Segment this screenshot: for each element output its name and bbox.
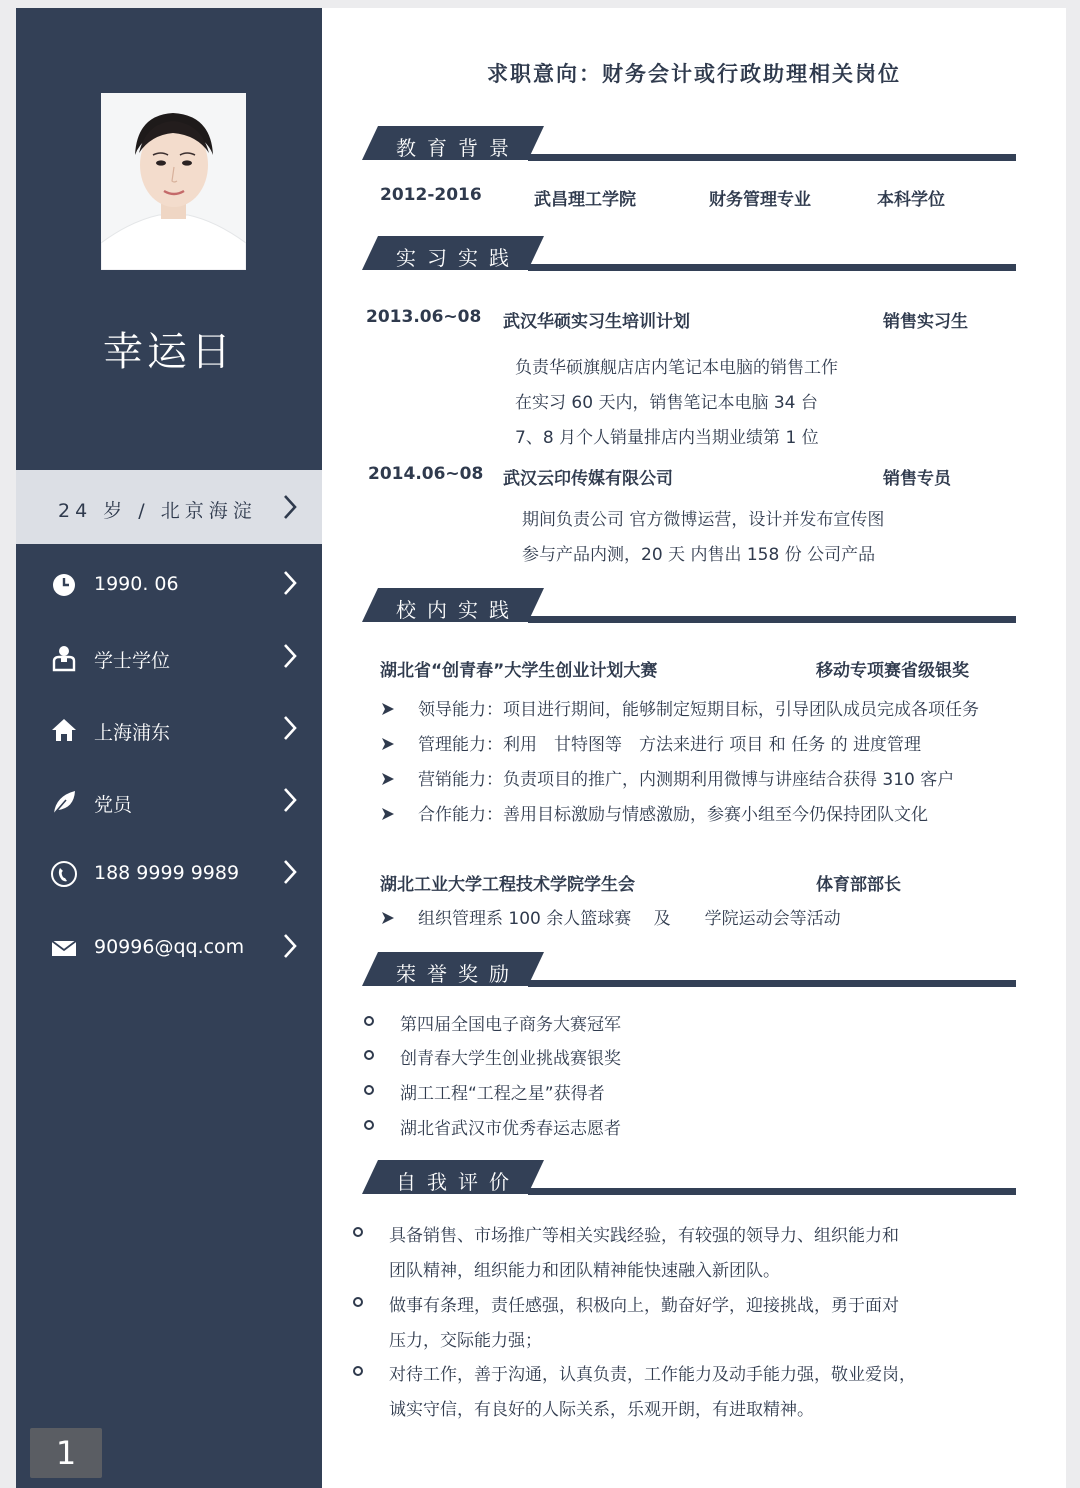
info-row-phone[interactable] xyxy=(16,854,322,894)
job-period: 2013.06~08 xyxy=(366,307,482,327)
campus-point: 组织管理系 100 余人篮球赛 及 学院运动会等活动 xyxy=(418,909,841,929)
job-role: 销售专员 xyxy=(883,469,951,489)
page-number: 1 xyxy=(30,1428,102,1478)
arrow-bullet-icon xyxy=(381,701,395,715)
chevron-right-icon[interactable] xyxy=(282,493,298,521)
person-icon xyxy=(50,644,78,672)
chevron-right-icon[interactable] xyxy=(282,569,298,597)
arrow-bullet-icon xyxy=(381,771,395,785)
info-label: 学士学位 xyxy=(94,650,171,672)
phone-icon xyxy=(50,860,78,888)
bullet-dot-icon xyxy=(353,1297,363,1307)
section-title: 教育背景 xyxy=(396,136,520,160)
sidebar xyxy=(16,8,322,1488)
info-label: 90996@qq.com xyxy=(94,936,245,958)
job-detail: 参与产品内测，20 天 内售出 158 份 公司产品 xyxy=(522,545,876,565)
education-years: 2012-2016 xyxy=(380,185,482,205)
section-title: 自我评价 xyxy=(396,1170,520,1194)
self-eval-line: 诚实守信，有良好的人际关系，乐观开朗，有进取精神。 xyxy=(389,1400,814,1420)
info-row-degree[interactable] xyxy=(16,638,322,678)
campus-point: 营销能力：负责项目的推广，内测期利用微博与讲座结合获得 310 客户 xyxy=(418,770,955,790)
self-eval-line: 团队精神，组织能力和团队精神能快速融入新团队。 xyxy=(389,1261,780,1281)
mail-icon xyxy=(50,934,78,962)
honor-item: 创青春大学生创业挑战赛银奖 xyxy=(400,1049,621,1069)
honor-item: 湖工工程“工程之星”获得者 xyxy=(400,1084,605,1104)
job-detail: 期间负责公司 官方微博运营，设计并发布宣传图 xyxy=(522,510,885,530)
self-eval-line: 对待工作，善于沟通，认真负责，工作能力及动手能力强，敬业爱岗， xyxy=(389,1365,916,1385)
bullet-dot-icon xyxy=(353,1227,363,1237)
section-header-honors xyxy=(362,952,1016,992)
chevron-right-icon[interactable] xyxy=(282,858,298,886)
info-label: 上海浦东 xyxy=(94,722,171,744)
candidate-name: 幸运日 xyxy=(103,329,235,375)
self-eval-line: 做事有条理，责任感强，积极向上，勤奋好学，迎接挑战，勇于面对 xyxy=(389,1296,899,1316)
bullet-dot-icon xyxy=(364,1050,374,1060)
section-title: 荣誉奖励 xyxy=(396,962,520,986)
chevron-right-icon[interactable] xyxy=(282,786,298,814)
honor-item: 湖北省武汉市优秀春运志愿者 xyxy=(400,1119,621,1139)
info-label: 1990. 06 xyxy=(94,573,179,595)
campus-activity-name: 湖北工业大学工程技术学院学生会 xyxy=(380,875,635,895)
self-eval-line: 具备销售、市场推广等相关实践经验，有较强的领导力、组织能力和 xyxy=(389,1226,899,1246)
campus-activity-result: 体育部部长 xyxy=(816,875,901,895)
chevron-right-icon[interactable] xyxy=(282,714,298,742)
campus-point: 合作能力：善用目标激励与情感激励，参赛小组至今仍保持团队文化 xyxy=(418,805,928,825)
info-label: 188 9999 9989 xyxy=(94,862,240,884)
job-detail: 负责华硕旗舰店店内笔记本电脑的销售工作 xyxy=(515,358,838,378)
job-role: 销售实习生 xyxy=(883,312,968,332)
arrow-bullet-icon xyxy=(381,910,395,924)
info-label: 党员 xyxy=(94,794,133,816)
bullet-dot-icon xyxy=(364,1016,374,1026)
arrow-bullet-icon xyxy=(381,736,395,750)
education-school: 武昌理工学院 xyxy=(534,190,636,210)
bullet-dot-icon xyxy=(353,1366,363,1376)
job-period: 2014.06~08 xyxy=(368,464,484,484)
section-title: 实习实践 xyxy=(396,246,520,270)
campus-activity-result: 移动专项赛省级银奖 xyxy=(816,661,969,681)
self-eval-line: 压力，交际能力强； xyxy=(389,1331,542,1351)
info-row-email[interactable] xyxy=(16,928,322,968)
section-header-self-evaluation xyxy=(362,1160,1016,1200)
section-header-education xyxy=(362,126,1016,166)
section-header-internship xyxy=(362,236,1016,276)
info-row-political-status[interactable] xyxy=(16,782,322,822)
honor-item: 第四届全国电子商务大赛冠军 xyxy=(400,1015,621,1035)
job-company: 武汉华硕实习生培训计划 xyxy=(503,312,690,332)
info-row-birthdate[interactable] xyxy=(16,565,322,605)
bullet-dot-icon xyxy=(364,1120,374,1130)
section-title: 校内实践 xyxy=(396,598,520,622)
campus-point: 领导能力：项目进行期间，能够制定短期目标，引导团队成员完成各项任务 xyxy=(418,700,979,720)
home-icon xyxy=(50,716,78,744)
profile-photo xyxy=(101,93,246,270)
chevron-right-icon[interactable] xyxy=(282,932,298,960)
arrow-bullet-icon xyxy=(381,806,395,820)
campus-point: 管理能力：利用 甘特图等 方法来进行 项目 和 任务 的 进度管理 xyxy=(418,735,922,755)
job-objective-title: 求职意向：财务会计或行政助理相关岗位 xyxy=(487,62,901,86)
clock-icon xyxy=(50,571,78,599)
section-header-campus xyxy=(362,588,1016,628)
job-company: 武汉云印传媒有限公司 xyxy=(503,469,673,489)
education-major: 财务管理专业 xyxy=(709,190,811,210)
info-row-address[interactable] xyxy=(16,710,322,750)
job-detail: 7、8 月个人销量排店内当期业绩第 1 位 xyxy=(515,428,819,448)
age-location: 24 岁 / 北京海淀 xyxy=(58,500,257,522)
bullet-dot-icon xyxy=(364,1085,374,1095)
job-detail: 在实习 60 天内，销售笔记本电脑 34 台 xyxy=(515,393,818,413)
campus-activity-name: 湖北省“创青春”大学生创业计划大赛 xyxy=(380,661,658,681)
age-location-band[interactable] xyxy=(16,470,322,544)
chevron-right-icon[interactable] xyxy=(282,642,298,670)
leaf-icon xyxy=(50,788,78,816)
education-degree: 本科学位 xyxy=(877,190,945,210)
